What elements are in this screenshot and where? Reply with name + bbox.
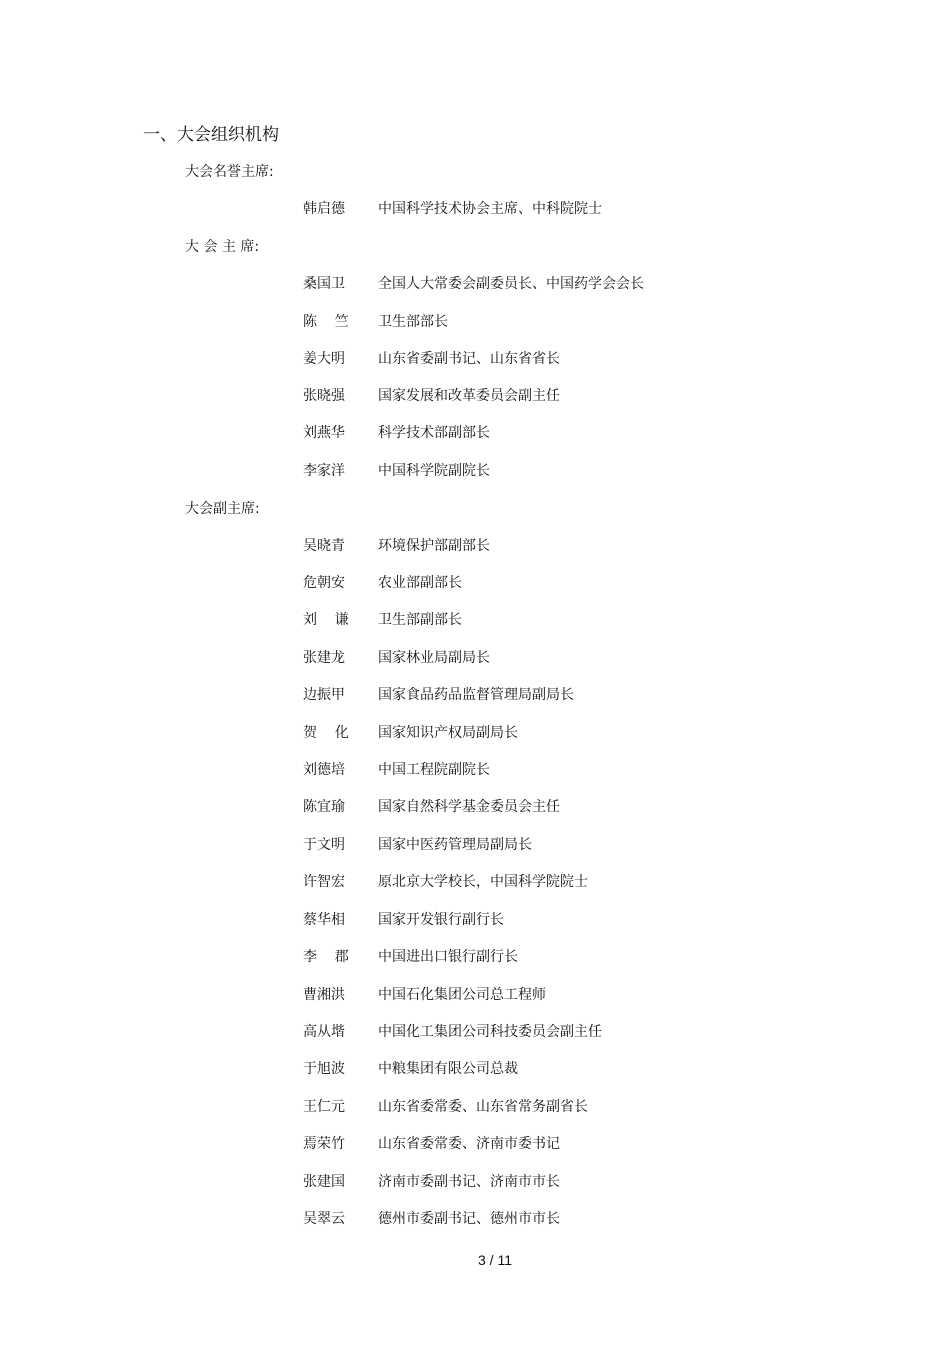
section-title: 一、大会组织机构 <box>143 125 279 145</box>
member-name: 姜大明 <box>303 351 345 367</box>
member-name: 张晓强 <box>303 388 345 404</box>
page-number: 3 / 11 <box>478 1252 512 1268</box>
group-label-vice-chair: 大会副主席: <box>185 501 260 517</box>
member-name: 高从堦 <box>303 1024 345 1040</box>
member-role: 卫生部部长 <box>378 314 448 330</box>
member-role: 环境保护部副部长 <box>378 538 490 554</box>
member-role: 德州市委副书记、德州市市长 <box>378 1211 560 1227</box>
member-role: 中国进出口银行副行长 <box>378 949 518 965</box>
member-name: 张建国 <box>303 1174 345 1190</box>
member-name: 于旭波 <box>303 1061 345 1077</box>
member-role: 国家发展和改革委员会副主任 <box>378 388 560 404</box>
member-name: 张建龙 <box>303 650 345 666</box>
member-name: 刘燕华 <box>303 425 345 441</box>
member-role: 国家开发银行副行长 <box>378 912 504 928</box>
member-role: 国家林业局副局长 <box>378 650 490 666</box>
member-role: 中国石化集团公司总工程师 <box>378 987 546 1003</box>
member-name: 于文明 <box>303 837 345 853</box>
member-name: 韩启德 <box>303 201 345 217</box>
member-name: 吴晓青 <box>303 538 345 554</box>
member-name: 王仁元 <box>303 1099 345 1115</box>
member-role: 农业部副部长 <box>378 575 462 591</box>
member-role: 国家知识产权局副局长 <box>378 725 518 741</box>
member-name: 吴翠云 <box>303 1211 345 1227</box>
member-role: 中国化工集团公司科技委员会副主任 <box>378 1024 602 1040</box>
member-role: 中国工程院副院长 <box>378 762 490 778</box>
member-name: 李家洋 <box>303 463 345 479</box>
member-role: 中国科学技术协会主席、中科院院士 <box>378 201 602 217</box>
member-role: 全国人大常委会副委员长、中国药学会会长 <box>378 276 644 292</box>
member-role: 山东省委副书记、山东省省长 <box>378 351 560 367</box>
member-role: 山东省委常委、山东省常务副省长 <box>378 1099 588 1115</box>
member-name: 蔡华相 <box>303 912 345 928</box>
member-name: 曹湘洪 <box>303 987 345 1003</box>
member-role: 中国科学院副院长 <box>378 463 490 479</box>
member-name: 危朝安 <box>303 575 345 591</box>
group-label-honorary-chair: 大会名誉主席: <box>185 164 274 180</box>
member-role: 国家中医药管理局副局长 <box>378 837 532 853</box>
member-role: 科学技术部副部长 <box>378 425 490 441</box>
member-name: 刘 谦 <box>303 612 349 628</box>
member-role: 国家自然科学基金委员会主任 <box>378 799 560 815</box>
member-name: 陈 竺 <box>303 314 349 330</box>
member-name: 陈宜瑜 <box>303 799 345 815</box>
member-name: 边振甲 <box>303 687 345 703</box>
member-name: 许智宏 <box>303 874 345 890</box>
member-name: 李 郡 <box>303 949 349 965</box>
member-name: 焉荣竹 <box>303 1136 345 1152</box>
member-role: 国家食品药品监督管理局副局长 <box>378 687 574 703</box>
member-role: 中粮集团有限公司总裁 <box>378 1061 518 1077</box>
member-role: 山东省委常委、济南市委书记 <box>378 1136 560 1152</box>
member-role: 济南市委副书记、济南市市长 <box>378 1174 560 1190</box>
group-label-chair: 大 会 主 席: <box>185 239 260 255</box>
member-name: 刘德培 <box>303 762 345 778</box>
member-name: 桑国卫 <box>303 276 345 292</box>
member-name: 贺 化 <box>303 725 349 741</box>
member-role: 原北京大学校长，中国科学院院士 <box>378 874 588 890</box>
member-role: 卫生部副部长 <box>378 612 462 628</box>
